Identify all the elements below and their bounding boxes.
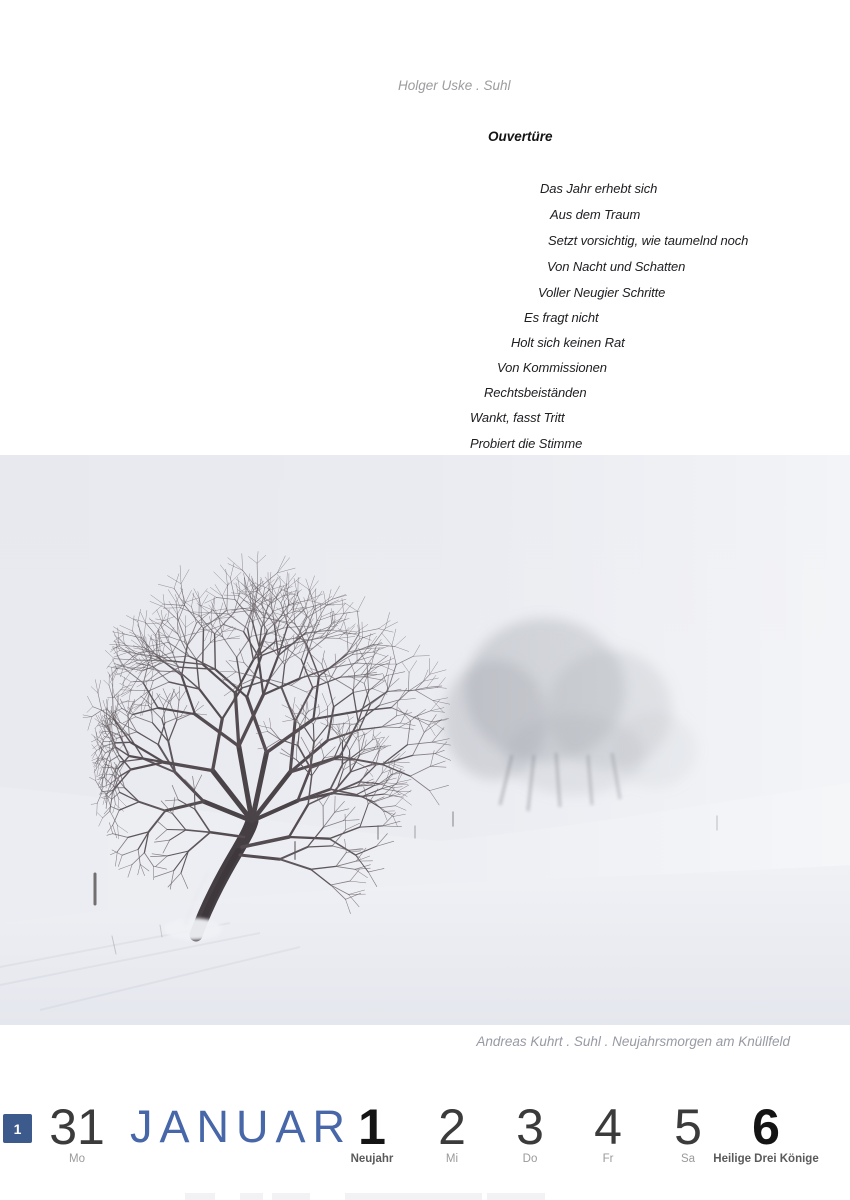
- day-label: Mi: [445, 1153, 459, 1165]
- poem-line: Holt sich keinen Rat: [511, 335, 625, 350]
- day-number: 5: [674, 1099, 702, 1155]
- poem-line: Rechtsbeiständen: [484, 385, 587, 400]
- poem-line: Von Kommissionen: [497, 360, 607, 375]
- day-label: Sa: [680, 1153, 696, 1165]
- prev-day-label: Mo: [69, 1153, 85, 1165]
- day-number: 1: [358, 1099, 386, 1155]
- winter-photo: [0, 455, 850, 1025]
- week-number-badge: 1: [3, 1114, 32, 1143]
- day-label: Do: [522, 1153, 538, 1165]
- poem-line: Es fragt nicht: [524, 310, 599, 325]
- poem-line: Voller Neugier Schritte: [538, 285, 666, 300]
- poem-line: Von Nacht und Schatten: [547, 259, 686, 274]
- calendar-strip: [0, 1090, 850, 1180]
- day-number: 6: [752, 1099, 780, 1155]
- author-credit: Holger Uske . Suhl: [398, 78, 511, 93]
- day-label: Neujahr: [350, 1153, 394, 1165]
- day-label: Heilige Drei Könige: [713, 1153, 819, 1165]
- month-name: JANUAR: [130, 1101, 353, 1152]
- day-number: 4: [594, 1099, 622, 1155]
- poem-line: Aus dem Traum: [550, 207, 641, 222]
- day-number: 3: [516, 1099, 544, 1155]
- calendar-day-column-6: [713, 1090, 818, 1165]
- poem-line: Setzt vorsichtig, wie taumelnd noch: [548, 233, 749, 248]
- calendar-day-column-3: [516, 1090, 544, 1165]
- prev-day-number: 31: [49, 1099, 105, 1155]
- photo-credit: Andreas Kuhrt . Suhl . Neujahrsmorgen am Knüllfeld: [476, 1034, 790, 1049]
- poem-title: Ouvertüre: [488, 129, 553, 144]
- poem-line: Wankt, fasst Tritt: [470, 410, 565, 425]
- day-number: 2: [438, 1099, 466, 1155]
- poem-line: Probiert die Stimme: [470, 436, 583, 451]
- next-page-peek: [0, 1193, 850, 1200]
- calendar-day-column-5: [674, 1090, 702, 1165]
- calendar-day-column-4: [594, 1090, 622, 1165]
- day-label: Fr: [602, 1153, 614, 1165]
- poem-line: Das Jahr erhebt sich: [540, 181, 658, 196]
- calendar-day-column-1: [351, 1090, 394, 1165]
- calendar-day-column-2: [438, 1090, 466, 1165]
- prev-month-day-column: [49, 1090, 105, 1165]
